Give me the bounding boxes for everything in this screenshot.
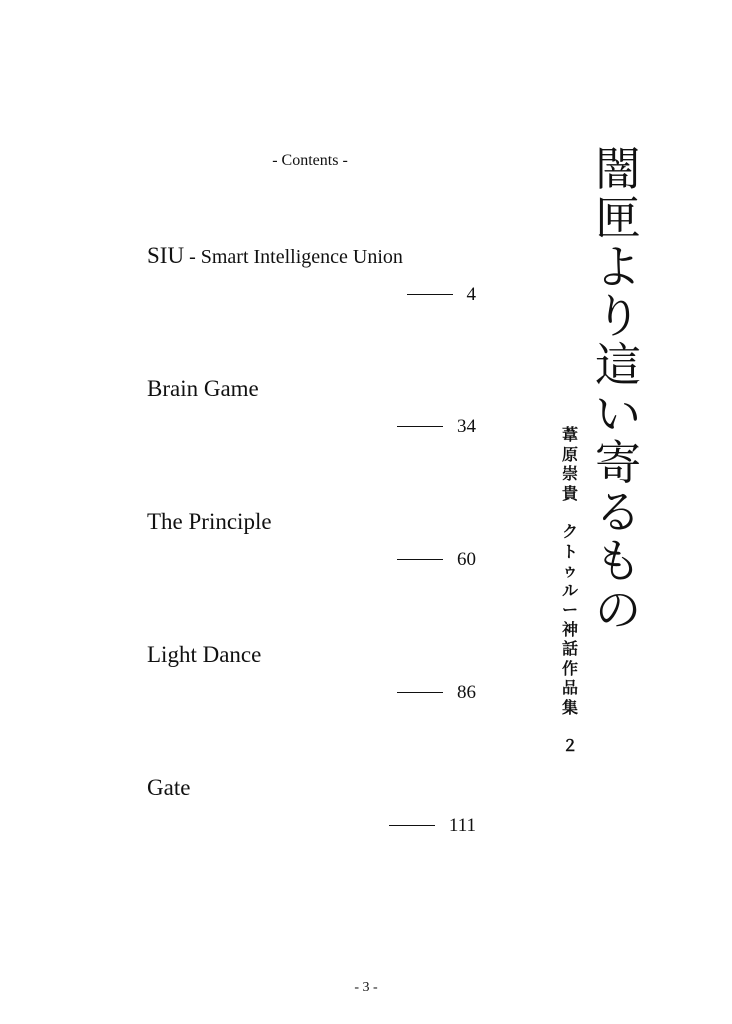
book-title-char: る xyxy=(595,485,641,539)
author-line-char: ト xyxy=(561,541,578,561)
author-line-char xyxy=(555,717,585,736)
author-line-char: 葦 xyxy=(561,425,578,444)
book-title-char: 闇 xyxy=(595,142,641,196)
author-line-char: ク xyxy=(561,522,578,541)
toc-entry-title xyxy=(147,509,272,535)
book-title-char: 匣 xyxy=(595,191,641,245)
book-title-char: り xyxy=(595,289,641,343)
toc-entry-page xyxy=(397,549,476,571)
toc-entry-page xyxy=(397,682,476,704)
book-title-char: い xyxy=(595,387,641,441)
toc-entry-page-number: 4 xyxy=(466,284,476,305)
toc-entry-subtitle: - Smart Intelligence Union xyxy=(184,246,403,268)
toc-entry-page-number: 60 xyxy=(457,549,476,570)
author-line-char: 集 xyxy=(561,697,578,717)
author-line-char: 神 xyxy=(561,619,578,639)
toc-entry-main-title: The Principle xyxy=(147,509,272,534)
contents-heading: - Contents - xyxy=(272,152,348,169)
book-title-char: よ xyxy=(595,240,641,294)
book-title xyxy=(588,142,648,637)
author-line-char: 崇 xyxy=(561,464,578,483)
author-line-char: 原 xyxy=(561,444,578,464)
toc-entry-main-title: Brain Game xyxy=(147,376,259,401)
toc-entry-main-title: Gate xyxy=(147,775,191,800)
book-title-char: の xyxy=(595,583,641,637)
toc-entry-page xyxy=(397,416,476,438)
leader-dash xyxy=(397,426,443,427)
book-title-char: も xyxy=(595,534,641,588)
author-line-char: 作 xyxy=(561,658,578,678)
page-number: - 3 - xyxy=(354,980,378,995)
author-line-char xyxy=(555,503,585,522)
toc-entry-page xyxy=(389,815,476,837)
toc-entry-title xyxy=(147,376,259,402)
book-title-char: 寄 xyxy=(595,436,641,490)
author-line-char: ル xyxy=(561,580,578,600)
toc-entry-page-number: 111 xyxy=(448,815,476,836)
toc-entry-title xyxy=(147,243,403,269)
author-line-char: 話 xyxy=(561,639,578,658)
toc-entry-page xyxy=(407,284,477,306)
author-line-char: ゥ xyxy=(561,561,578,580)
author-line-char: ２ xyxy=(561,736,578,755)
toc-entry-page-number: 86 xyxy=(457,682,476,703)
leader-dash xyxy=(407,294,453,295)
toc-entry-page-number: 34 xyxy=(457,416,476,437)
leader-dash xyxy=(389,825,435,826)
author-line-char: 品 xyxy=(561,678,578,697)
author-line-char: 貴 xyxy=(561,483,578,503)
toc-entry-title xyxy=(147,775,190,801)
book-title-char: 這 xyxy=(595,338,641,392)
author-line-char: ー xyxy=(561,600,578,619)
author-line xyxy=(555,425,585,756)
leader-dash xyxy=(397,692,443,693)
toc-entry-main-title: Light Dance xyxy=(147,642,262,667)
toc-entry-main-title: SIU xyxy=(147,243,185,268)
toc-entry-title xyxy=(147,642,261,668)
leader-dash xyxy=(397,559,443,560)
